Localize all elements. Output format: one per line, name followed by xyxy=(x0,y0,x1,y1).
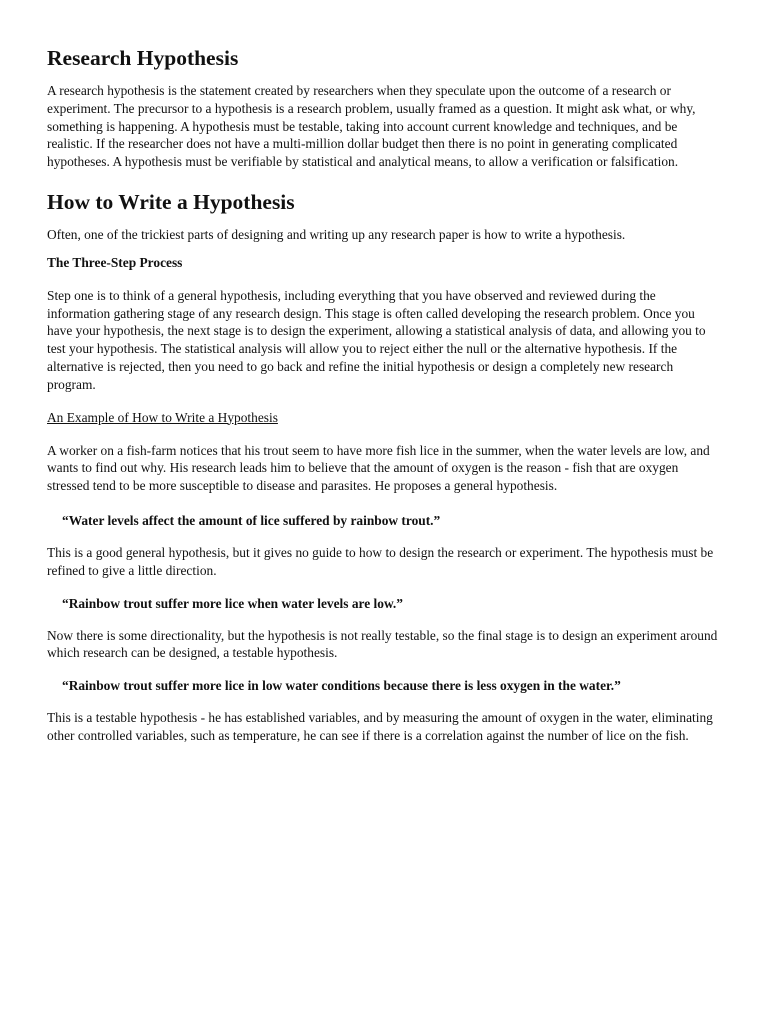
quote-refined-hypothesis: “Rainbow trout suffer more lice when water levels are low.” xyxy=(62,595,403,611)
quote-testable-hypothesis: “Rainbow trout suffer more lice in low water conditions because there is less oxygen in the water.” xyxy=(62,678,621,694)
step-paragraph: Step one is to think of a general hypothesis, including everything that you have observed and reviewed during the information gathering stage of any research design. This stage is often called developing the research problem. Once you have your hypothesis, the next stage is to design the experiment, allowing a statistical analysis of data, and allowing you to test your hypothesis. The statistical analysis will allow you to reject either the null or the alternative hypothesis. If the alternative is rejected, then you need to go back and refine the initial hypothesis or design a completely new research program. xyxy=(47,287,706,392)
often-paragraph: Often, one of the trickiest parts of designing and writing up any research paper is how to write a hypothesis. xyxy=(47,226,626,242)
quote-general-hypothesis: “Water levels affect the amount of lice suffered by rainbow trout.” xyxy=(62,512,441,528)
heading-research-hypothesis: Research Hypothesis xyxy=(47,46,239,70)
heading-how-to-write: How to Write a Hypothesis xyxy=(47,189,295,214)
intro-paragraph: A research hypothesis is the statement created by researchers when they speculate upon the outcome of a research or experiment. The precursor to a hypothesis is a research problem, usually framed as a question. It might ask what, or why, something is happening. A hypothesis must be testable, taking into account current knowledge and techniques, and be realistic. If the researcher does not have a multi-million dollar budget then there is no point in generating complicated hypotheses. A hypothesis must be verifiable by statistical and analytical means, to allow a verification or falsification. xyxy=(47,83,696,170)
worker-paragraph: A worker on a fish-farm notices that his trout seem to have more fish lice in the summer, when the water levels are low, and wants to find out why. His research leads him to believe that the amount of oxygen is the reason - fish that are oxygen stressed tend to be more susceptible to disease and parasites. He proposes a general hypothesis. xyxy=(47,442,710,494)
good-paragraph: This is a good general hypothesis, but it gives no guide to how to design the research or experiment. The hypothesis must be refined to give a little direction. xyxy=(47,544,714,578)
direction-paragraph: Now there is some directionality, but the hypothesis is not really testable, so the final stage is to design an experiment around which research can be designed, a testable hypothesis. xyxy=(47,627,718,661)
example-link[interactable]: An Example of How to Write a Hypothesis xyxy=(47,409,278,425)
testable-paragraph: This is a testable hypothesis - he has established variables, and by measuring the amount of oxygen in the water, eliminating other controlled variables, such as temperature, he can see if there is a correlation against the number of lice on the fish. xyxy=(47,710,713,743)
subheading-three-step: The Three-Step Process xyxy=(47,254,183,270)
